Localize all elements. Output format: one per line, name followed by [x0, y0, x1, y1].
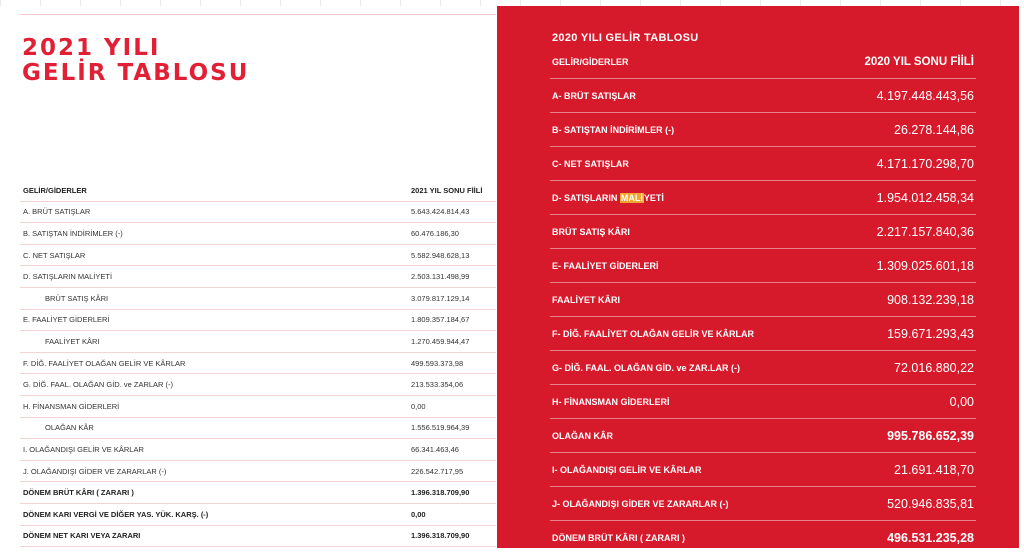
row-value: 0,00 — [408, 395, 496, 417]
table-row — [550, 317, 976, 351]
table-row — [550, 351, 976, 385]
table-row — [550, 385, 976, 419]
table-row — [550, 181, 976, 215]
row-value: 3.079.817.129,14 — [408, 287, 496, 309]
row-value: 1.396.318.709,90 — [408, 482, 496, 504]
row-label: C. NET SATIŞLAR — [20, 244, 408, 266]
table-row — [20, 503, 496, 525]
table-row — [550, 215, 976, 249]
table-row — [20, 309, 496, 331]
row-value: 5.582.948.628,13 — [408, 244, 496, 266]
income-table-2021 — [20, 180, 496, 547]
row-label: DÖNEM KARI VERGİ VE DİĞER YAS. YÜK. KARŞ. (-) — [20, 503, 408, 525]
panel-title-2020: 2020 YILI GELİR TABLOSU — [552, 32, 698, 44]
row-label: OLAĞAN KÂR — [20, 417, 408, 439]
row-label: DÖNEM NET KARI VEYA ZARARI — [20, 525, 408, 547]
table-row — [20, 287, 496, 309]
row-label: E. FAALİYET GİDERLERİ — [20, 309, 408, 331]
row-value: 72.016.880,22 — [825, 351, 976, 385]
row-label: G. DİĞ. FAAL. OLAĞAN GİD. ve ZARLAR (-) — [20, 374, 408, 396]
row-value: 4.171.170.298,70 — [825, 147, 976, 181]
row-label: C- NET SATIŞLAR — [550, 147, 825, 181]
income-table-2020 — [550, 46, 976, 554]
table-row — [20, 244, 496, 266]
row-value: 159.671.293,43 — [825, 317, 976, 351]
row-label: G- DİĞ. FAAL. OLAĞAN GİD. ve ZAR.LAR (-) — [550, 351, 825, 385]
title-line-2: GELİR TABLOSU — [22, 61, 249, 86]
row-value: 2.503.131.498,99 — [408, 266, 496, 288]
row-value: 496.531.235,28 — [825, 521, 976, 554]
row-label: F. DİĞ. FAALİYET OLAĞAN GELİR VE KÂRLAR — [20, 352, 408, 374]
income-panel-2020 — [497, 6, 1019, 548]
row-value: 1.954.012.458,34 — [825, 181, 976, 215]
row-label — [550, 181, 825, 215]
row-value: 226.542.717,95 — [408, 460, 496, 482]
row-value: 60.476.186,30 — [408, 223, 496, 245]
row-label: J. OLAĞANDIŞI GİDER VE ZARARLAR (-) — [20, 460, 408, 482]
table-row — [20, 460, 496, 482]
column-header-label: GELİR/GİDERLER — [550, 46, 825, 79]
row-label: BRÜT SATIŞ KÂRI — [550, 215, 825, 249]
row-label: I- OLAĞANDIŞI GELİR VE KÂRLAR — [550, 453, 825, 487]
row-label: DÖNEM BRÜT KÂRI ( ZARARI ) — [550, 521, 825, 554]
row-label: OLAĞAN KÂR — [550, 419, 825, 453]
table-row — [20, 201, 496, 223]
table-row — [20, 482, 496, 504]
row-value: 1.396.318.709,90 — [408, 525, 496, 547]
row-label: B. SATIŞTAN İNDİRİMLER (-) — [20, 223, 408, 245]
table-row — [550, 113, 976, 147]
table-row — [550, 283, 976, 317]
row-value: 1.309.025.601,18 — [825, 249, 976, 283]
row-value: 26.278.144,86 — [825, 113, 976, 147]
row-value: 499.593.373,98 — [408, 352, 496, 374]
row-value: 4.197.448.443,56 — [825, 79, 976, 113]
row-value: 5.643.424.814,43 — [408, 201, 496, 223]
title-line-1: 2021 YILI — [22, 36, 249, 61]
row-label: H. FİNANSMAN GİDERLERİ — [20, 395, 408, 417]
row-value: 1.556.519.964,39 — [408, 417, 496, 439]
table-row — [20, 395, 496, 417]
row-value: 66.341.463,46 — [408, 439, 496, 461]
table-row — [20, 525, 496, 547]
row-value: 908.132.239,18 — [825, 283, 976, 317]
row-label: A- BRÜT SATIŞLAR — [550, 79, 825, 113]
row-label: E- FAALİYET GİDERLERİ — [550, 249, 825, 283]
column-header-value: 2020 YIL SONU FİİLİ — [825, 46, 976, 79]
row-value: 0,00 — [825, 385, 976, 419]
row-value: 213.533.354,06 — [408, 374, 496, 396]
row-label-part: YETİ — [644, 193, 664, 203]
page-title-2021 — [22, 36, 249, 86]
row-label: A. BRÜT SATIŞLAR — [20, 201, 408, 223]
table-row — [550, 521, 976, 554]
row-label: H- FİNANSMAN GİDERLERİ — [550, 385, 825, 419]
row-value: 520.946.835,81 — [825, 487, 976, 521]
row-value: 0,00 — [408, 503, 496, 525]
table-row — [550, 487, 976, 521]
table-row — [550, 453, 976, 487]
table-row — [20, 352, 496, 374]
row-label: I. OLAĞANDIŞI GELİR VE KÂRLAR — [20, 439, 408, 461]
column-header-label: GELİR/GİDERLER — [20, 180, 408, 201]
table-row — [20, 223, 496, 245]
table-row — [550, 419, 976, 453]
row-value: 1.270.459.944,47 — [408, 331, 496, 353]
row-label: F- DİĞ. FAALİYET OLAĞAN GELİR VE KÂRLAR — [550, 317, 825, 351]
table-row — [20, 417, 496, 439]
row-label: FAALİYET KÂRI — [550, 283, 825, 317]
row-value: 2.217.157.840,36 — [825, 215, 976, 249]
table-row — [550, 147, 976, 181]
row-label: BRÜT SATIŞ KÂRI — [20, 287, 408, 309]
row-label: J- OLAĞANDIŞI GİDER VE ZARARLAR (-) — [550, 487, 825, 521]
table-row — [550, 79, 976, 113]
row-label-part: D- SATIŞLARIN — [552, 193, 620, 203]
row-value: 21.691.418,70 — [825, 453, 976, 487]
table-header-row — [550, 46, 976, 79]
table-row — [20, 331, 496, 353]
row-label: FAALİYET KÂRI — [20, 331, 408, 353]
table-header-row — [20, 180, 496, 201]
column-header-value: 2021 YIL SONU FİİLİ — [408, 180, 496, 201]
table-row — [20, 439, 496, 461]
search-highlight: MALİ — [620, 193, 644, 203]
table-row — [20, 374, 496, 396]
table-row — [550, 249, 976, 283]
row-label: D. SATIŞLARIN MALİYETİ — [20, 266, 408, 288]
row-label: B- SATIŞTAN İNDİRİMLER (-) — [550, 113, 825, 147]
table-row — [20, 266, 496, 288]
row-value: 1.809.357.184,67 — [408, 309, 496, 331]
row-value: 995.786.652,39 — [825, 419, 976, 453]
left-top-divider — [20, 14, 496, 15]
row-label: DÖNEM BRÜT KÂRI ( ZARARI ) — [20, 482, 408, 504]
